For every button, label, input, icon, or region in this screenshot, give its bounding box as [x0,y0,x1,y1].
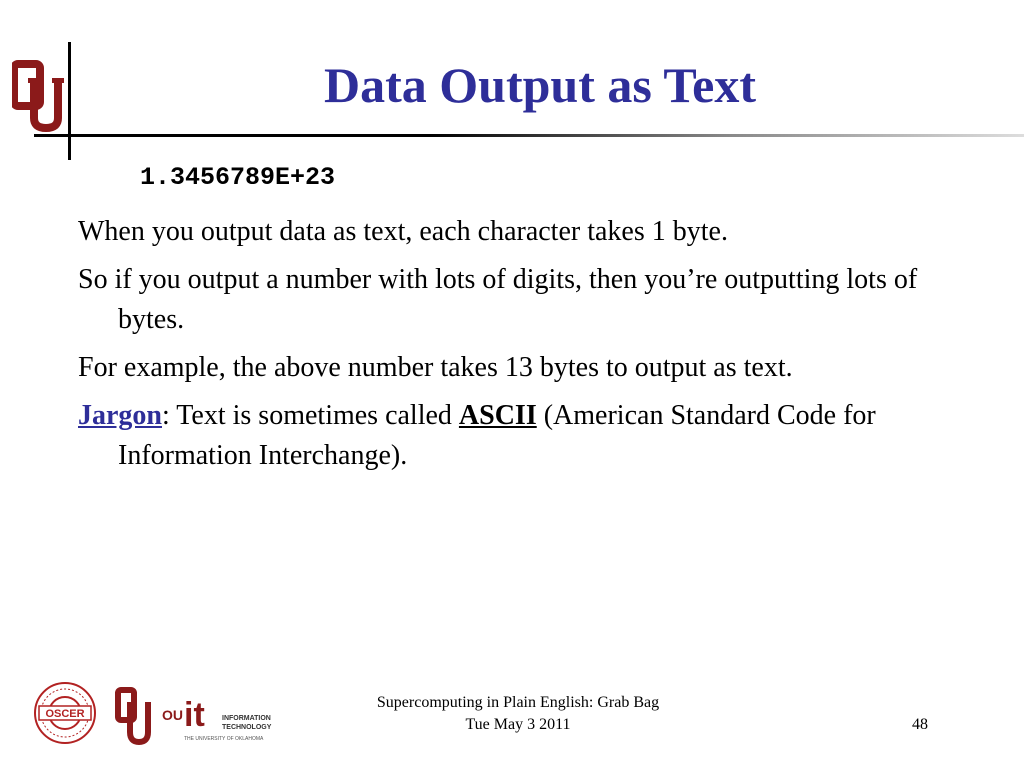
paragraph-4-rest: (American Standard Code for Information Interchange). [118,400,876,471]
svg-text:THE UNIVERSITY OF OKLAHOMA: THE UNIVERSITY OF OKLAHOMA [184,736,264,742]
footer-logos [22,682,292,748]
jargon-link[interactable]: Jargon [78,400,162,431]
header-horizontal-rule [34,134,1024,137]
svg-text:TECHNOLOGY: TECHNOLOGY [222,724,272,731]
paragraph-4 [78,396,958,476]
paragraph-2: So if you output a number with lots of digits, then you’re outputting lots of bytes. [78,264,918,335]
slide-body [78,212,958,484]
code-example: 1.3456789E+23 [140,163,336,192]
ou-logo-icon [12,60,64,132]
svg-text:it: it [184,696,205,734]
footer-course-title: Supercomputing in Plain English: Grab Bag [376,694,660,711]
paragraph-4-text: : Text is sometimes called [162,400,459,431]
footer-center-text [318,692,718,736]
ou-footer-logo-icon [118,690,148,742]
it-logo-icon [162,696,272,742]
paragraph-3: For example, the above number takes 13 bytes to output as text. [78,352,793,383]
svg-text:OSCER: OSCER [45,708,85,720]
slide-title: Data Output as Text [323,57,757,113]
paragraph-1: When you output data as text, each character takes 1 byte. [78,216,728,247]
oscer-seal-icon [35,683,95,743]
footer-date: Tue May 3 2011 [465,716,571,733]
ascii-term: ASCII [458,400,537,431]
svg-text:OU: OU [162,707,183,723]
page-number: 48 [912,716,928,733]
header-vertical-rule [68,42,71,160]
svg-text:INFORMATION: INFORMATION [222,715,271,722]
